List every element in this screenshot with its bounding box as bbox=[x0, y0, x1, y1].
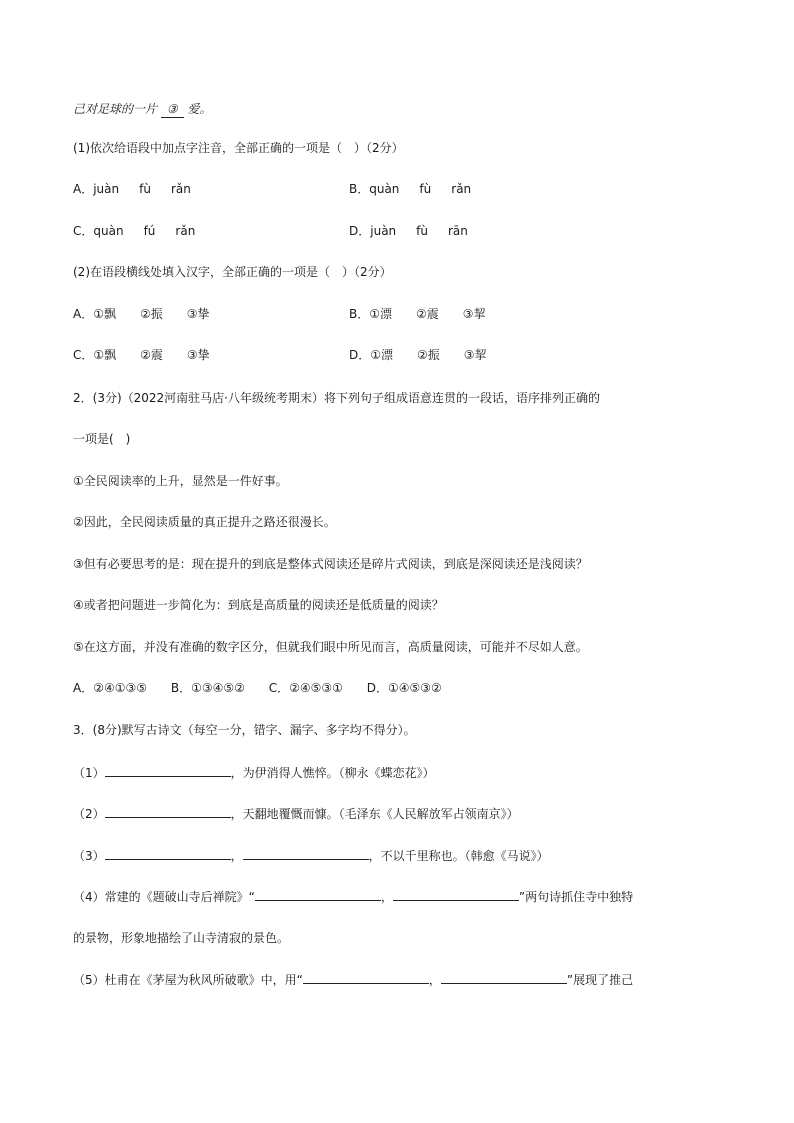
choice-value: ①④⑤③② bbox=[387, 681, 442, 695]
option-item: ①飘 bbox=[93, 307, 116, 321]
q1-1-option-c bbox=[73, 223, 195, 239]
option-letter: A． bbox=[73, 307, 94, 321]
q1-1-option-a bbox=[73, 181, 191, 197]
option-letter: A． bbox=[73, 182, 94, 196]
option-letter: D． bbox=[349, 348, 371, 362]
q3-item-3 bbox=[73, 847, 549, 864]
option-item: rǎn bbox=[451, 182, 472, 196]
choice-letter: D． bbox=[366, 681, 388, 695]
q3-item-4 bbox=[73, 888, 633, 905]
option-item: rǎn bbox=[175, 224, 196, 238]
option-letter: C． bbox=[73, 348, 94, 362]
q1-1-option-b bbox=[349, 181, 471, 197]
item-number: （3） bbox=[73, 849, 105, 863]
q1-2-option-a bbox=[73, 306, 210, 322]
option-item: rān bbox=[448, 224, 468, 238]
answer-blank[interactable] bbox=[393, 888, 519, 901]
item-text: ”两句诗抓住寺中独特 bbox=[518, 890, 634, 904]
q1-2-option-c bbox=[73, 347, 210, 363]
option-letter: B． bbox=[349, 182, 370, 196]
option-item: fù bbox=[416, 224, 428, 238]
option-letter: B． bbox=[349, 307, 370, 321]
answer-blank[interactable] bbox=[441, 971, 567, 984]
option-item: fú bbox=[143, 224, 156, 238]
q3-item-5 bbox=[73, 971, 633, 988]
option-item: juàn bbox=[93, 182, 120, 196]
item-sep: ， bbox=[230, 849, 243, 863]
q2-sentence-5: ⑤在这方面，并没有准确的数字区分，但就我们眼中所见而言，高质量阅读，可能并不尽如人意。 bbox=[73, 640, 588, 654]
option-letter: C． bbox=[73, 224, 94, 238]
item-number: （5） bbox=[73, 973, 105, 987]
item-sep: ， bbox=[380, 890, 393, 904]
option-item: fù bbox=[419, 182, 432, 196]
choice-value: ①③④⑤② bbox=[191, 681, 245, 695]
q2-choice-a bbox=[73, 680, 147, 696]
option-item: ②震 bbox=[140, 348, 163, 362]
q2-sentence-4: ④或者把问题进一步简化为：到底是高质量的阅读还是低质量的阅读？ bbox=[73, 598, 444, 612]
item-sep: ， bbox=[428, 973, 441, 987]
q2-choice-b bbox=[171, 680, 245, 696]
q2-sentence-3: ③但有必要思考的是：现在提升的到底是整体式阅读还是碎片式阅读，到底是深阅读还是浅阅读？ bbox=[73, 557, 588, 571]
option-item: quàn bbox=[93, 224, 124, 238]
option-item: fù bbox=[139, 182, 151, 196]
option-item: quàn bbox=[369, 182, 400, 196]
answer-blank[interactable] bbox=[303, 971, 429, 984]
option-item: ③挈 bbox=[463, 348, 487, 362]
q1-1-stem: (1)依次给语段中加点字注音，全部正确的一项是（ ）（2分） bbox=[73, 141, 404, 155]
q2-choice-c bbox=[269, 680, 343, 696]
q2-sentence-2: ②因此，全民阅读质量的真正提升之路还很漫长。 bbox=[73, 515, 336, 529]
intro-line bbox=[73, 101, 211, 118]
q3-item-1 bbox=[73, 764, 435, 781]
option-item: ①漂 bbox=[370, 348, 394, 362]
q2-stem-line2: 一项是( ) bbox=[73, 432, 131, 446]
item-text: ”展现了推己 bbox=[566, 973, 634, 987]
choice-letter: B． bbox=[170, 681, 192, 695]
item-text: ，不以千里称也。（韩愈《马说》） bbox=[368, 849, 549, 863]
q3-item-2 bbox=[73, 805, 519, 822]
item-number: （4） bbox=[73, 890, 105, 904]
answer-blank[interactable] bbox=[105, 847, 231, 860]
intro-after: 爱。 bbox=[187, 102, 212, 116]
intro-blank-answer: ③ bbox=[161, 101, 184, 118]
option-item: ①漂 bbox=[369, 307, 392, 321]
q3-stem: 3．(8分)默写古诗文（每空一分，错字、漏字、多字均不得分）。 bbox=[73, 723, 416, 737]
option-item: ③挚 bbox=[186, 348, 210, 362]
item-text: ，为伊消得人憔悴。（柳永《蝶恋花》） bbox=[230, 766, 435, 780]
item-text: 杜甫在《茅屋为秋风所破歌》中，用“ bbox=[104, 973, 303, 987]
option-item: ②振 bbox=[417, 348, 440, 362]
option-item: juàn bbox=[370, 224, 397, 238]
q1-2-option-d bbox=[349, 347, 487, 363]
choice-letter: A． bbox=[73, 681, 94, 695]
choice-letter: C． bbox=[268, 681, 290, 695]
option-item: rǎn bbox=[170, 182, 191, 196]
option-item: ①飘 bbox=[93, 348, 117, 362]
option-letter: D． bbox=[349, 224, 371, 238]
item-number: （1） bbox=[73, 766, 105, 780]
option-item: ③挚 bbox=[186, 307, 210, 321]
q1-1-option-d bbox=[349, 223, 468, 239]
q2-choice-d bbox=[367, 680, 442, 696]
answer-blank[interactable] bbox=[105, 805, 231, 818]
q2-sentence-1: ①全民阅读率的上升，显然是一件好事。 bbox=[73, 474, 288, 488]
q2-stem-line1: 2．(3分)（2022河南驻马店·八年级统考期末）将下列句子组成语意连贯的一段话，语序排列正确的 bbox=[73, 391, 600, 405]
answer-blank[interactable] bbox=[255, 888, 381, 901]
answer-blank[interactable] bbox=[105, 764, 231, 777]
item-number: （2） bbox=[73, 807, 105, 821]
q1-2-option-b bbox=[349, 306, 486, 322]
option-item: ③挈 bbox=[462, 307, 486, 321]
choice-value: ②④①③⑤ bbox=[93, 681, 148, 695]
q1-2-stem: (2)在语段横线处填入汉字，全部正确的一项是（ ）（2分） bbox=[73, 265, 392, 279]
choice-value: ②④⑤③① bbox=[289, 681, 343, 695]
q2-choices bbox=[73, 680, 442, 696]
option-item: ②振 bbox=[139, 307, 163, 321]
intro-before: 己对足球的一片 bbox=[73, 102, 158, 116]
item-text: 常建的《题破山寺后禅院》“ bbox=[104, 890, 255, 904]
item-text: ，天翻地覆慨而慷。（毛泽东《人民解放军占领南京》） bbox=[230, 807, 519, 821]
q3-item-4-line2: 的景物，形象地描绘了山寺清寂的景色。 bbox=[73, 931, 290, 945]
option-item: ②震 bbox=[416, 307, 439, 321]
answer-blank[interactable] bbox=[243, 847, 369, 860]
